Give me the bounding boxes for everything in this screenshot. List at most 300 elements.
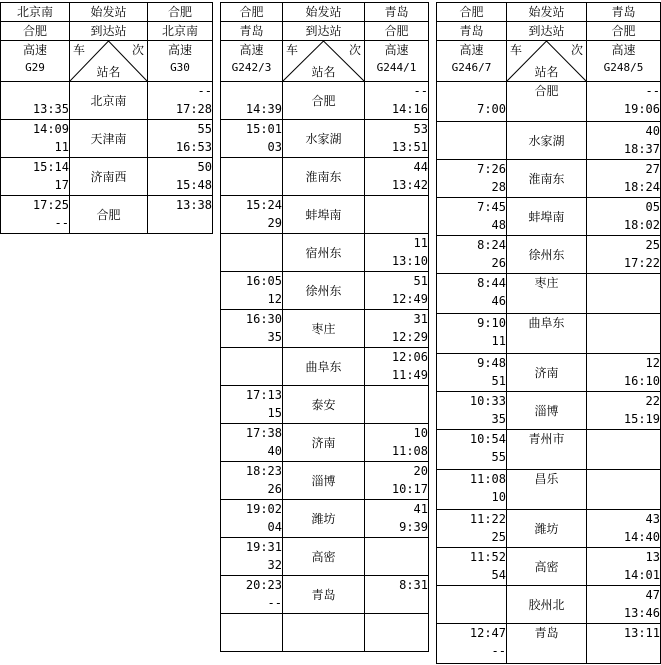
time-line-1: 40 xyxy=(645,124,660,138)
down-time-cell xyxy=(437,314,507,354)
station-name: 北京南 xyxy=(70,82,148,120)
time-line-1: 53 xyxy=(413,122,428,136)
station-name: 天津南 xyxy=(70,120,148,158)
origin-row xyxy=(1,3,213,22)
up-time-cell xyxy=(587,586,661,624)
time-line-1: 50 xyxy=(197,160,212,174)
time-line-2: -- xyxy=(267,596,282,610)
diag-station-label: 站名 xyxy=(311,65,336,79)
station-row xyxy=(221,538,429,576)
down-time-cell xyxy=(221,310,283,348)
time-line-2: -- xyxy=(54,216,69,230)
station-name: 昌乐 xyxy=(507,470,587,510)
up-time-cell xyxy=(587,122,661,160)
terminus-label: 到达站 xyxy=(70,22,148,41)
time-line-2: 26 xyxy=(267,482,282,496)
station-name: 高密 xyxy=(507,548,587,586)
down-time-cell xyxy=(1,82,70,120)
station-row xyxy=(437,548,661,586)
down-time-cell xyxy=(221,424,283,462)
time-line-1: 12:06 xyxy=(391,350,428,364)
station-row xyxy=(221,348,429,386)
time-line-1: 16:30 xyxy=(245,312,282,326)
train-number: G29 xyxy=(25,61,45,74)
time-line-2: 12 xyxy=(267,292,282,306)
station-row xyxy=(221,424,429,462)
time-line-1 xyxy=(365,386,428,404)
left-train-cell xyxy=(221,41,283,82)
station-row xyxy=(437,624,661,664)
time-line-2: 13:10 xyxy=(391,254,428,268)
time-line-1: 13 xyxy=(645,550,660,564)
down-time-cell xyxy=(1,196,70,234)
station-row xyxy=(1,120,213,158)
station-row xyxy=(221,272,429,310)
time-line-2: 54 xyxy=(491,568,506,582)
station-row xyxy=(221,158,429,196)
time-line-1: 8:24 xyxy=(477,238,506,252)
down-time-cell xyxy=(1,158,70,196)
station-name: 水家湖 xyxy=(507,122,587,160)
time-line-2: 13:46 xyxy=(623,606,660,620)
time-line-2: 32 xyxy=(267,558,282,572)
down-time-cell xyxy=(437,470,507,510)
station-name: 曲阜东 xyxy=(283,348,365,386)
left-train-cell xyxy=(1,41,70,82)
up-time-cell xyxy=(365,272,429,310)
time-line-2 xyxy=(365,594,428,612)
time-line-2: 18:02 xyxy=(623,218,660,232)
time-line-1 xyxy=(1,82,69,100)
station-name: 济南 xyxy=(507,354,587,392)
down-time-cell xyxy=(437,122,507,160)
diagonal-header-cell xyxy=(507,41,587,82)
up-time-cell xyxy=(365,538,429,576)
time-line-2 xyxy=(221,252,282,270)
station-name: 蚌埠南 xyxy=(507,198,587,236)
diag-ci-label: 次 xyxy=(348,43,361,57)
station-row xyxy=(437,160,661,198)
down-time-cell xyxy=(221,234,283,272)
time-line-1: 19:02 xyxy=(245,502,282,516)
time-line-1 xyxy=(365,538,428,556)
time-line-1: 16:05 xyxy=(245,274,282,288)
time-line-1: 12 xyxy=(645,356,660,370)
down-time-cell xyxy=(437,160,507,198)
time-line-2: 40 xyxy=(267,444,282,458)
time-line-2: 9:39 xyxy=(399,520,428,534)
train-class-row xyxy=(1,41,213,82)
station-name: 青州市 xyxy=(507,430,587,470)
up-time-cell xyxy=(365,462,429,500)
station-row xyxy=(221,310,429,348)
station-row xyxy=(221,120,429,158)
train-number: G242/3 xyxy=(231,61,272,74)
time-line-1: -- xyxy=(645,84,660,98)
station-name: 蚌埠南 xyxy=(283,196,365,234)
time-line-2: 04 xyxy=(267,520,282,534)
station-name: 淮南东 xyxy=(507,160,587,198)
time-line-2: 14:01 xyxy=(623,568,660,582)
station-row xyxy=(437,314,661,354)
down-time-cell xyxy=(221,348,283,386)
time-line-1: 14:09 xyxy=(32,122,69,136)
header-station: 合肥 xyxy=(587,22,661,41)
up-time-cell xyxy=(587,392,661,430)
time-line-1: 10:54 xyxy=(469,432,506,446)
header-station: 青岛 xyxy=(221,22,283,41)
train-number: G246/7 xyxy=(451,61,492,74)
header-station: 北京南 xyxy=(1,3,70,22)
header-station: 合肥 xyxy=(221,3,283,22)
down-time-cell xyxy=(1,120,70,158)
time-line-1: 19:31 xyxy=(245,540,282,554)
down-time-cell xyxy=(437,82,507,122)
header-station: 青岛 xyxy=(365,3,429,22)
up-time-cell xyxy=(148,158,213,196)
station-row xyxy=(437,510,661,548)
up-time-cell xyxy=(587,160,661,198)
station-name: 宿州东 xyxy=(283,234,365,272)
diag-ci-label: 次 xyxy=(570,43,583,57)
time-line-1: 15:14 xyxy=(32,160,69,174)
header-station: 青岛 xyxy=(587,3,661,22)
time-line-2: 26 xyxy=(491,256,506,270)
station-row xyxy=(437,198,661,236)
station-row xyxy=(437,430,661,470)
train-class: 高速 xyxy=(611,43,636,57)
terminus-row xyxy=(437,22,661,41)
station-name: 曲阜东 xyxy=(507,314,587,354)
time-line-1: 41 xyxy=(413,502,428,516)
station-name: 潍坊 xyxy=(283,500,365,538)
time-line-1: 15:24 xyxy=(245,198,282,212)
station-name xyxy=(283,614,365,652)
time-line-2: 12:29 xyxy=(391,330,428,344)
time-line-1: 10:33 xyxy=(469,394,506,408)
time-line-1: 7:45 xyxy=(477,200,506,214)
up-time-cell xyxy=(365,348,429,386)
time-line-2: 16:53 xyxy=(175,140,212,154)
station-name: 济南西 xyxy=(70,158,148,196)
station-row xyxy=(437,586,661,624)
up-time-cell xyxy=(148,82,213,120)
up-time-cell xyxy=(365,196,429,234)
time-line-1: 9:48 xyxy=(477,356,506,370)
down-time-cell xyxy=(221,82,283,120)
diag-station-label: 站名 xyxy=(96,65,121,79)
station-name: 合肥 xyxy=(507,82,587,122)
time-line-2: 13:35 xyxy=(32,102,69,116)
station-name: 徐州东 xyxy=(507,236,587,274)
train-class: 高速 xyxy=(22,43,47,57)
time-line-2: 13:42 xyxy=(391,178,428,192)
time-line-2: 11:49 xyxy=(391,368,428,382)
time-line-1: 8:31 xyxy=(399,578,428,592)
header-station: 青岛 xyxy=(437,22,507,41)
origin-label: 始发站 xyxy=(283,3,365,22)
time-line-1: 15:01 xyxy=(245,122,282,136)
station-row xyxy=(1,196,213,234)
header-station: 合肥 xyxy=(148,3,213,22)
train-class-row xyxy=(221,41,429,82)
time-line-2 xyxy=(587,642,660,660)
station-row xyxy=(221,234,429,272)
down-time-cell xyxy=(221,196,283,234)
down-time-cell xyxy=(221,500,283,538)
time-line-2: 11 xyxy=(491,334,506,348)
up-time-cell xyxy=(587,236,661,274)
station-row xyxy=(437,274,661,314)
time-line-1: 27 xyxy=(645,162,660,176)
station-row xyxy=(221,196,429,234)
station-name: 枣庄 xyxy=(507,274,587,314)
time-line-2: 10:17 xyxy=(391,482,428,496)
up-time-cell xyxy=(587,548,661,586)
up-time-cell xyxy=(365,234,429,272)
station-name: 济南 xyxy=(283,424,365,462)
up-time-cell xyxy=(587,314,661,354)
time-line-2: 12:49 xyxy=(391,292,428,306)
up-time-cell xyxy=(587,354,661,392)
time-line-2: 35 xyxy=(267,330,282,344)
time-line-2 xyxy=(148,214,212,232)
up-time-cell xyxy=(587,624,661,664)
up-time-cell xyxy=(587,510,661,548)
time-line-2: 16:10 xyxy=(623,374,660,388)
time-line-2: 35 xyxy=(491,412,506,426)
station-name: 合肥 xyxy=(283,82,365,120)
down-time-cell xyxy=(437,354,507,392)
down-time-cell xyxy=(221,462,283,500)
time-line-1 xyxy=(587,470,660,488)
time-line-1: -- xyxy=(197,84,212,98)
diagonal-header-cell xyxy=(283,41,365,82)
header-station: 合肥 xyxy=(365,22,429,41)
time-line-2 xyxy=(221,366,282,384)
time-line-2: 48 xyxy=(491,218,506,232)
station-row xyxy=(437,122,661,160)
terminus-row xyxy=(1,22,213,41)
train-class: 高速 xyxy=(239,43,264,57)
time-line-1: -- xyxy=(413,84,428,98)
down-time-cell xyxy=(437,624,507,664)
up-time-cell xyxy=(148,120,213,158)
time-line-1 xyxy=(221,82,282,100)
station-row xyxy=(221,386,429,424)
terminus-row xyxy=(221,22,429,41)
time-line-2: 14:39 xyxy=(245,102,282,116)
up-time-cell xyxy=(365,120,429,158)
station-row xyxy=(221,576,429,614)
time-line-1: 31 xyxy=(413,312,428,326)
station-name: 青岛 xyxy=(507,624,587,664)
station-row xyxy=(1,82,213,120)
right-train-cell xyxy=(148,41,213,82)
up-time-cell xyxy=(587,274,661,314)
time-line-1: 17:38 xyxy=(245,426,282,440)
down-time-cell xyxy=(437,548,507,586)
time-line-2: 28 xyxy=(491,180,506,194)
origin-label: 始发站 xyxy=(507,3,587,22)
time-line-1 xyxy=(437,82,506,100)
time-line-1 xyxy=(365,196,428,214)
time-line-1: 11:22 xyxy=(469,512,506,526)
up-time-cell xyxy=(587,198,661,236)
time-line-2 xyxy=(365,404,428,422)
station-row xyxy=(221,500,429,538)
time-line-1: 51 xyxy=(413,274,428,288)
diag-ci-label: 次 xyxy=(131,43,144,57)
time-line-1 xyxy=(221,234,282,252)
time-line-1: 13:38 xyxy=(175,198,212,212)
timetable-g29-g30 xyxy=(0,2,213,234)
time-line-2: 18:24 xyxy=(623,180,660,194)
train-number: G248/5 xyxy=(603,61,644,74)
station-row xyxy=(437,82,661,122)
time-line-1: 9:10 xyxy=(477,316,506,330)
train-number: G244/1 xyxy=(376,61,417,74)
timetable-g242-g244 xyxy=(220,2,429,652)
up-time-cell xyxy=(365,576,429,614)
time-line-1: 17:13 xyxy=(245,388,282,402)
time-line-2: -- xyxy=(491,644,506,658)
down-time-cell xyxy=(221,614,283,652)
station-name: 潍坊 xyxy=(507,510,587,548)
time-line-1: 47 xyxy=(645,588,660,602)
station-row xyxy=(221,614,429,652)
time-line-1 xyxy=(437,122,506,140)
time-line-1: 11 xyxy=(413,236,428,250)
time-line-1: 12:47 xyxy=(469,626,506,640)
station-name: 水家湖 xyxy=(283,120,365,158)
diagonal-header-cell xyxy=(70,41,148,82)
left-train-cell xyxy=(437,41,507,82)
station-name: 青岛 xyxy=(283,576,365,614)
time-line-2 xyxy=(437,604,506,622)
time-line-2: 25 xyxy=(491,530,506,544)
train-class: 高速 xyxy=(384,43,409,57)
train-class: 高速 xyxy=(459,43,484,57)
time-line-2 xyxy=(587,488,660,506)
down-time-cell xyxy=(437,392,507,430)
time-line-1 xyxy=(365,614,428,632)
time-line-2: 17:22 xyxy=(623,256,660,270)
time-line-1: 17:25 xyxy=(32,198,69,212)
station-name: 徐州东 xyxy=(283,272,365,310)
time-line-1: 43 xyxy=(645,512,660,526)
time-line-2 xyxy=(587,448,660,466)
down-time-cell xyxy=(221,158,283,196)
time-line-2: 10 xyxy=(491,490,506,504)
up-time-cell xyxy=(365,424,429,462)
time-line-2: 11 xyxy=(54,140,69,154)
time-line-2 xyxy=(587,332,660,350)
station-row xyxy=(221,462,429,500)
origin-label: 始发站 xyxy=(70,3,148,22)
time-line-2: 14:16 xyxy=(391,102,428,116)
time-line-1 xyxy=(437,586,506,604)
station-name: 枣庄 xyxy=(283,310,365,348)
time-line-1 xyxy=(221,348,282,366)
right-train-cell xyxy=(587,41,661,82)
time-line-1: 20 xyxy=(413,464,428,478)
time-line-2 xyxy=(365,632,428,650)
station-name: 淮南东 xyxy=(283,158,365,196)
up-time-cell xyxy=(148,196,213,234)
station-name: 胶州北 xyxy=(507,586,587,624)
time-line-2 xyxy=(437,140,506,158)
time-line-2 xyxy=(587,292,660,310)
time-line-2: 17 xyxy=(54,178,69,192)
time-line-1 xyxy=(221,158,282,176)
time-line-2 xyxy=(365,214,428,232)
time-line-2: 17:28 xyxy=(175,102,212,116)
down-time-cell xyxy=(221,272,283,310)
time-line-1 xyxy=(587,274,660,292)
down-time-cell xyxy=(437,274,507,314)
diag-station-label: 站名 xyxy=(534,65,559,79)
train-class: 高速 xyxy=(167,43,192,57)
up-time-cell xyxy=(365,82,429,120)
down-time-cell xyxy=(221,386,283,424)
origin-row xyxy=(437,3,661,22)
header-station: 北京南 xyxy=(148,22,213,41)
time-line-1: 44 xyxy=(413,160,428,174)
up-time-cell xyxy=(587,430,661,470)
timetable-g246-g248 xyxy=(436,2,661,664)
down-time-cell xyxy=(221,120,283,158)
time-line-2: 29 xyxy=(267,216,282,230)
station-row xyxy=(221,82,429,120)
time-line-1: 18:23 xyxy=(245,464,282,478)
station-name: 淄博 xyxy=(283,462,365,500)
down-time-cell xyxy=(437,198,507,236)
time-line-2: 14:40 xyxy=(623,530,660,544)
diag-car-label: 车 xyxy=(73,43,86,57)
time-line-1: 10 xyxy=(413,426,428,440)
station-row xyxy=(437,470,661,510)
time-line-2: 46 xyxy=(491,294,506,308)
time-line-1: 11:08 xyxy=(469,472,506,486)
time-line-2 xyxy=(221,176,282,194)
up-time-cell xyxy=(587,470,661,510)
train-class-row xyxy=(437,41,661,82)
time-line-1: 20:23 xyxy=(245,578,282,592)
time-line-1 xyxy=(587,314,660,332)
time-line-1 xyxy=(587,430,660,448)
train-number: G30 xyxy=(170,61,190,74)
right-train-cell xyxy=(365,41,429,82)
down-time-cell xyxy=(437,236,507,274)
time-line-1 xyxy=(221,614,282,632)
time-line-2 xyxy=(221,632,282,650)
time-line-1: 13:11 xyxy=(623,626,660,640)
time-line-2: 18:37 xyxy=(623,142,660,156)
time-line-1: 55 xyxy=(197,122,212,136)
time-line-1: 11:52 xyxy=(469,550,506,564)
time-line-2: 15:19 xyxy=(623,412,660,426)
time-line-2: 11:08 xyxy=(391,444,428,458)
time-line-2: 55 xyxy=(491,450,506,464)
up-time-cell xyxy=(365,386,429,424)
time-line-1: 05 xyxy=(645,200,660,214)
header-station: 合肥 xyxy=(1,22,70,41)
time-line-2: 13:51 xyxy=(391,140,428,154)
time-line-1: 8:44 xyxy=(477,276,506,290)
time-line-2: 19:06 xyxy=(623,102,660,116)
down-time-cell xyxy=(221,538,283,576)
